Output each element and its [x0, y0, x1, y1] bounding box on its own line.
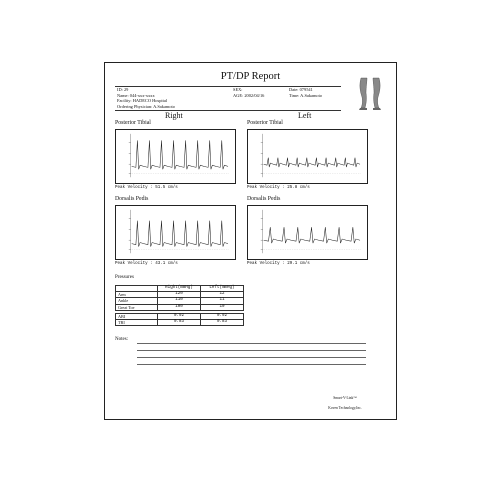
- waveform-left-dorsalis-pedis: [247, 205, 368, 260]
- row-label: Ankle: [116, 298, 158, 304]
- header-rule-top: [115, 86, 341, 87]
- notes-line: [137, 350, 366, 351]
- waveform-graph: [248, 130, 367, 183]
- waveform-trace: [264, 158, 360, 167]
- patient-name: Name: 044-xxx-xxxx: [117, 92, 155, 98]
- footer-product: Smart-V-Link™: [333, 396, 357, 400]
- footer-company: Koven Technology,Inc.: [328, 406, 362, 410]
- left-value: 0.83: [201, 319, 244, 325]
- waveform-trace: [132, 221, 228, 247]
- side-title-left: Left: [298, 111, 312, 120]
- row-label: ABI: [116, 313, 158, 319]
- patient-sex: SEX:: [233, 87, 243, 92]
- header-right: [289, 87, 322, 98]
- left-value: 10: [201, 304, 244, 310]
- row-label: Arm: [116, 292, 158, 298]
- left-value: 12: [201, 292, 244, 298]
- right-value: 120: [158, 292, 201, 298]
- waveform-trace: [132, 140, 228, 169]
- report-title: PT/DP Report: [220, 71, 281, 82]
- peak-velocity-left-posterior-tibial: Peak Velocity : 25.8 cm/s: [247, 186, 310, 190]
- notes-line: [137, 364, 366, 365]
- column-header-right: Right(mmHg): [158, 286, 201, 292]
- left-value: 11: [201, 298, 244, 304]
- waveform-graph: [116, 130, 235, 183]
- ordering-physician: Ordering Physician: A.Sakamoto: [117, 103, 175, 109]
- notes-line: [137, 357, 366, 358]
- pressures-table: [115, 285, 244, 326]
- right-value: 0.92: [158, 313, 201, 319]
- waveform-right-posterior-tibial: [115, 129, 236, 184]
- table-row: [116, 319, 244, 325]
- waveform-trace: [264, 227, 360, 243]
- waveform-graph: [248, 206, 367, 259]
- exam-date: Date: 079541: [289, 87, 313, 92]
- right-value: 110: [158, 298, 201, 304]
- peak-velocity-right-dorsalis-pedis: Peak Velocity : 43.1 cm/s: [115, 262, 178, 266]
- legs-diagram-icon: [356, 77, 384, 111]
- facility: Facility: HADECO Hospital: [117, 98, 168, 104]
- header-left: [117, 87, 175, 109]
- panel-label-right-posterior-tibial: Posterior Tibial: [115, 120, 151, 126]
- header-middle: [233, 87, 264, 98]
- row-label: TBI: [116, 319, 158, 325]
- left-value: 0.92: [201, 313, 244, 319]
- pressures-label: Pressures: [115, 275, 134, 280]
- waveform-graph: [116, 206, 235, 259]
- right-value: 100: [158, 304, 201, 310]
- peak-velocity-right-posterior-tibial: Peak Velocity : 51.5 cm/s: [115, 186, 178, 190]
- patient-age: AGE: 2002/04/16: [233, 92, 265, 98]
- notes-line: [137, 343, 366, 344]
- waveform-right-dorsalis-pedis: [115, 205, 236, 260]
- exam-time: Time: A.Sakamoto: [289, 92, 323, 98]
- side-title-right: Right: [165, 111, 183, 120]
- report-sheet: [104, 62, 397, 420]
- panel-label-right-dorsalis-pedis: Dorsalis Pedis: [115, 196, 149, 202]
- column-header-left: Left(mmHg): [201, 286, 244, 292]
- table-row: [116, 304, 244, 310]
- panel-label-left-dorsalis-pedis: Dorsalis Pedis: [247, 196, 281, 202]
- waveform-left-posterior-tibial: [247, 129, 368, 184]
- panel-label-left-posterior-tibial: Posterior Tibial: [247, 120, 283, 126]
- row-label: Great Toe: [116, 304, 158, 310]
- patient-id: ID: 29: [117, 87, 129, 92]
- notes-label: Notes:: [115, 337, 129, 342]
- right-value: 0.83: [158, 319, 201, 325]
- peak-velocity-left-dorsalis-pedis: Peak Velocity : 29.1 cm/s: [247, 262, 310, 266]
